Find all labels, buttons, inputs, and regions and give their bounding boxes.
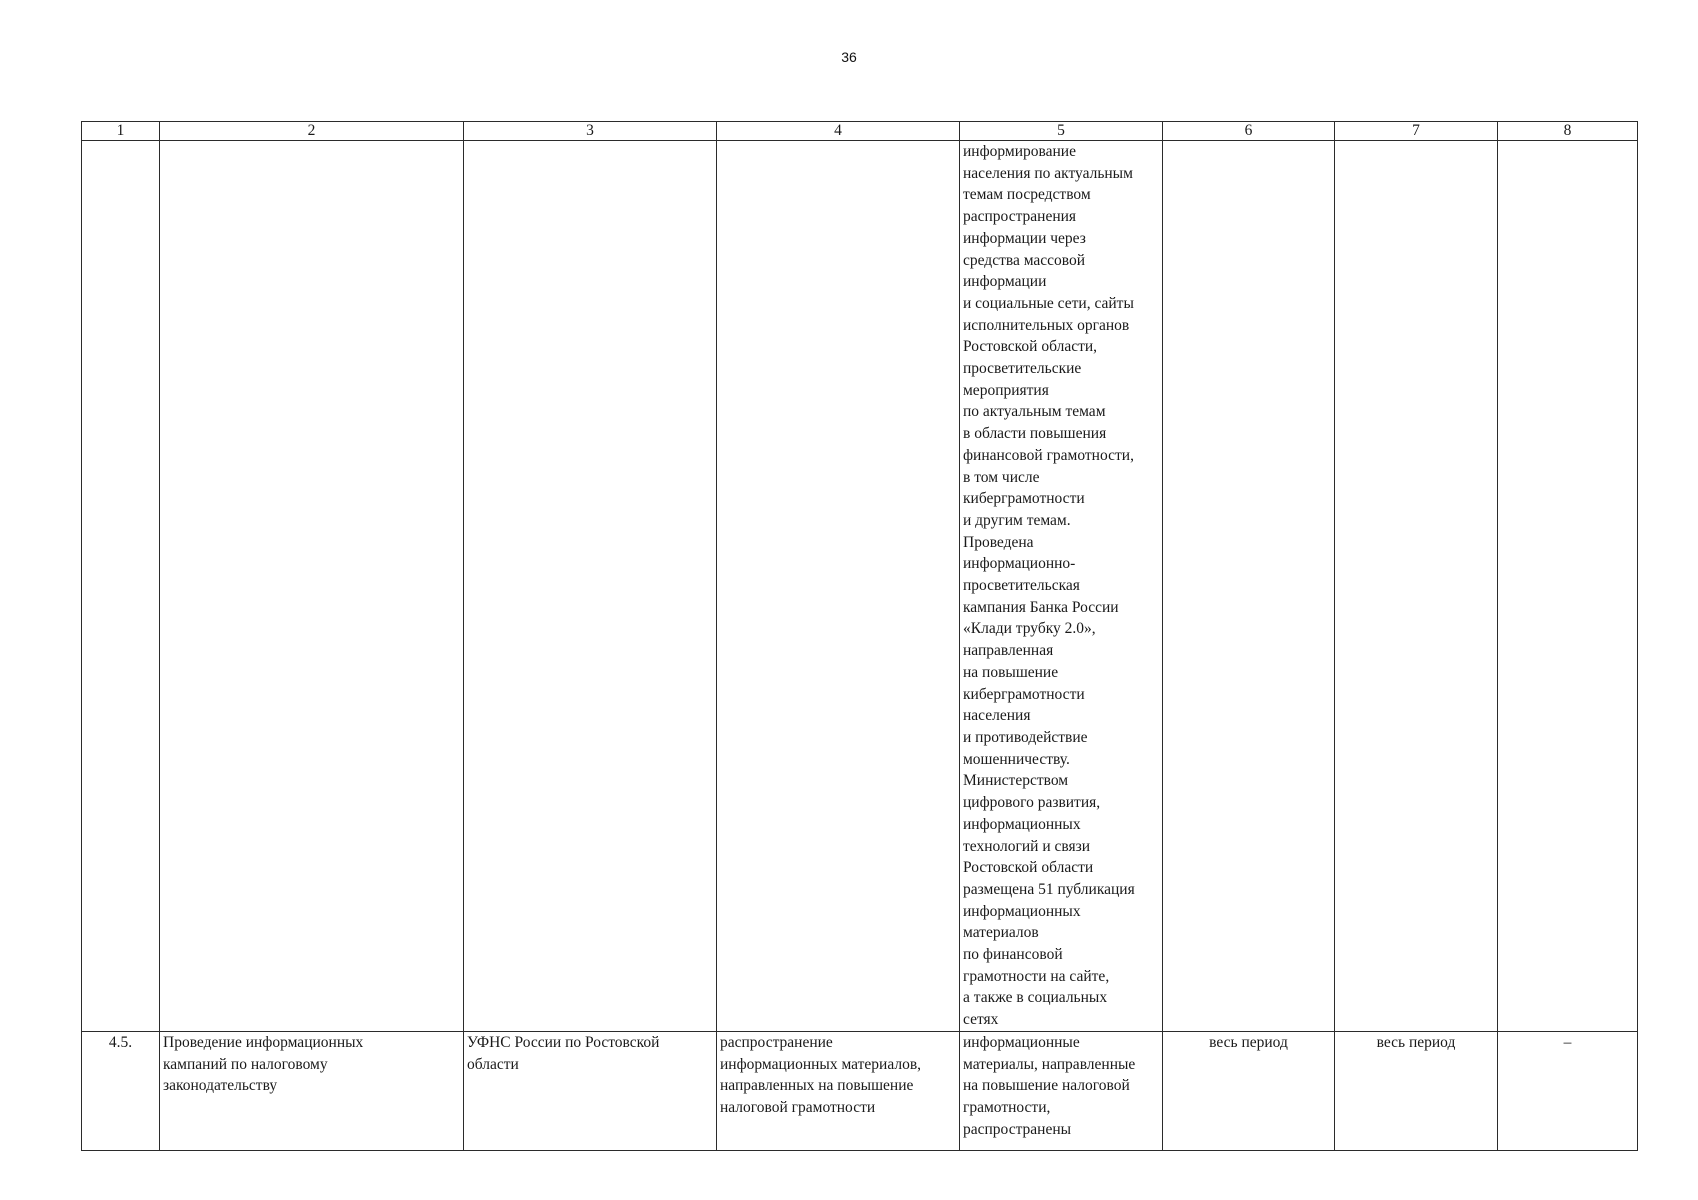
text-line: Проведена xyxy=(963,533,1034,551)
text-line: технологий и связи xyxy=(963,837,1091,855)
text-line: кампаний по налоговому xyxy=(163,1055,328,1073)
text-line: распространения xyxy=(963,208,1077,226)
text-line: распространены xyxy=(963,1120,1072,1138)
column-number-2: 2 xyxy=(160,122,464,141)
text-line: УФНС России по Ростовской xyxy=(467,1033,660,1051)
text-line: информационных xyxy=(963,902,1081,920)
cell-expected-result xyxy=(717,1031,960,1150)
text-line: в том числе xyxy=(963,468,1040,486)
cell-continuation-col6 xyxy=(1163,141,1335,1032)
text-line: Ростовской области, xyxy=(963,338,1098,356)
text-line: Ростовской области xyxy=(963,859,1094,877)
cell-notes: – xyxy=(1498,1031,1638,1150)
text-line: на повышение xyxy=(963,663,1059,681)
column-number-3: 3 xyxy=(464,122,717,141)
text-line: и другим темам. xyxy=(963,511,1071,529)
text-line: киберграмотности xyxy=(963,685,1085,703)
cell-continuation-results xyxy=(960,141,1163,1032)
column-number-8: 8 xyxy=(1498,122,1638,141)
text-line: «Клади трубку 2.0», xyxy=(963,620,1096,638)
cell-continuation-col2 xyxy=(160,141,464,1032)
text-line: информирование xyxy=(963,143,1076,160)
text-line: просветительские xyxy=(963,360,1082,378)
text-line: мероприятия xyxy=(963,381,1049,399)
text-line: грамотности, xyxy=(963,1098,1051,1116)
text-line: киберграмотности xyxy=(963,490,1085,508)
cell-continuation-col7 xyxy=(1335,141,1498,1032)
text-line: информации через xyxy=(963,229,1086,247)
text-line: в области повышения xyxy=(963,425,1107,443)
cell-continuation-col8 xyxy=(1498,141,1638,1032)
text-line: области xyxy=(467,1055,519,1073)
text-line: темам посредством xyxy=(963,186,1091,204)
cell-continuation-col3 xyxy=(464,141,717,1032)
text-line: размещена 51 публикация xyxy=(963,880,1135,898)
text-line: законодательству xyxy=(163,1077,278,1095)
column-number-6: 6 xyxy=(1163,122,1335,141)
text-line: населения xyxy=(963,707,1031,725)
text-line: направленных на повышение xyxy=(720,1077,914,1095)
text-line: мошенничеству. xyxy=(963,750,1070,768)
text-line: а также в социальных xyxy=(963,989,1108,1007)
text-line: средства массовой xyxy=(963,251,1086,269)
text-line: направленная xyxy=(963,642,1054,660)
text-line: финансовой грамотности, xyxy=(963,446,1134,464)
text-line: исполнительных органов xyxy=(963,316,1130,334)
text-line: по финансовой xyxy=(963,946,1063,964)
text-line: сетях xyxy=(963,1011,999,1029)
text-line: Проведение информационных xyxy=(163,1033,364,1051)
table-row-continuation xyxy=(82,141,1638,1032)
text-line: и противодействие xyxy=(963,728,1088,746)
text-line: информационных материалов, xyxy=(720,1055,922,1073)
column-number-7: 7 xyxy=(1335,122,1498,141)
text-line: материалы, направленные xyxy=(963,1055,1136,1073)
text-line: информационных xyxy=(963,815,1081,833)
text-line: налоговой грамотности xyxy=(720,1098,876,1116)
text-line: Министерством xyxy=(963,772,1069,790)
column-number-5: 5 xyxy=(960,122,1163,141)
text-line: грамотности на сайте, xyxy=(963,967,1110,985)
cell-planned-period: весь период xyxy=(1163,1031,1335,1150)
text-line: информационно- xyxy=(963,555,1076,573)
text-line: материалов xyxy=(963,924,1039,942)
text-line: по актуальным темам xyxy=(963,403,1106,421)
table-row-4-5 xyxy=(82,1031,1638,1150)
document-table xyxy=(81,121,1638,1151)
text-line: просветительская xyxy=(963,577,1080,595)
text-line: и социальные сети, сайты xyxy=(963,294,1134,312)
cell-event-name xyxy=(160,1031,464,1150)
page-number: 36 xyxy=(841,49,857,65)
text-line: населения по актуальным xyxy=(963,164,1133,182)
text-line: кампания Банка России xyxy=(963,598,1119,616)
cell-continuation-col1 xyxy=(82,141,160,1032)
column-number-4: 4 xyxy=(717,122,960,141)
row-number: 4.5. xyxy=(82,1031,160,1150)
text-line: распространение xyxy=(720,1033,833,1051)
cell-responsible xyxy=(464,1031,717,1150)
cell-continuation-col4 xyxy=(717,141,960,1032)
column-number-1: 1 xyxy=(82,122,160,141)
text-line: информации xyxy=(963,273,1047,291)
text-line: информационные xyxy=(963,1033,1080,1051)
cell-actual-period: весь период xyxy=(1335,1031,1498,1150)
column-number-row xyxy=(82,122,1638,141)
cell-actual-result xyxy=(960,1031,1163,1150)
text-line: цифрового развития, xyxy=(963,794,1101,812)
text-line: на повышение налоговой xyxy=(963,1077,1130,1095)
